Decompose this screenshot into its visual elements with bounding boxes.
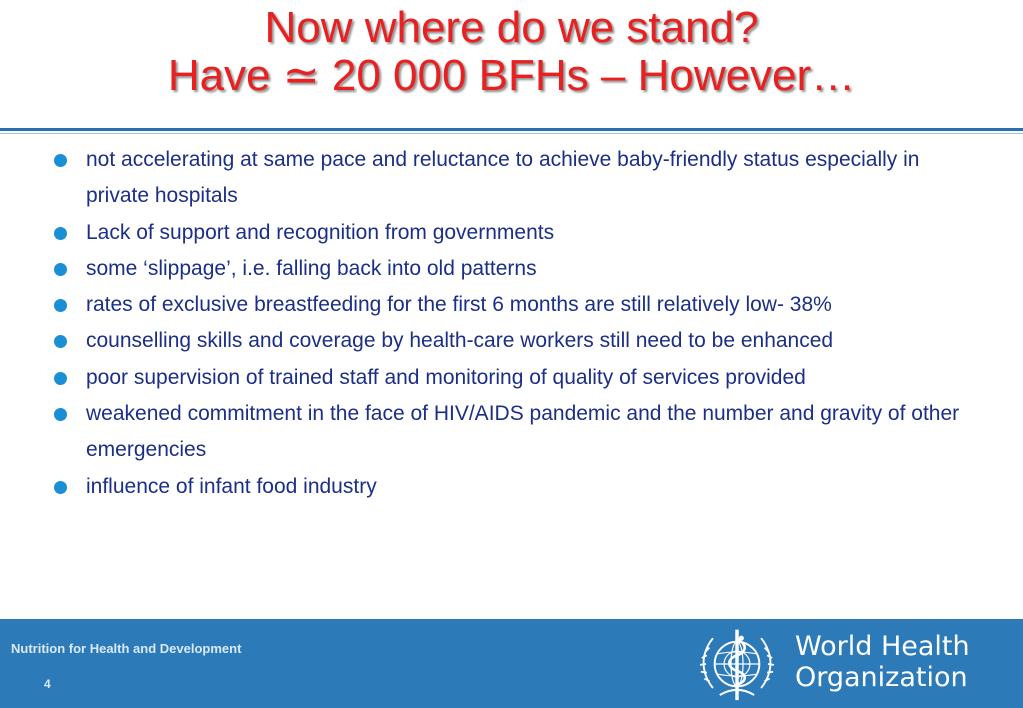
bullet-text: influence of infant food industry: [86, 474, 377, 498]
bullet-dot-icon: [54, 335, 67, 348]
bullet-item: [52, 287, 982, 323]
organization-name-line-2: Organization: [795, 662, 968, 693]
bullet-item: [52, 360, 982, 396]
bullet-dot-icon: [54, 408, 67, 421]
bullet-text: not accelerating at same pace and reluctance to achieve baby-friendly status especially in private hospitals: [86, 148, 920, 208]
bullet-text: some ‘slippage’, i.e. falling back into old patterns: [86, 256, 537, 280]
title-line-1: Now where do we stand?: [264, 3, 759, 52]
bullet-dot-icon: [54, 372, 67, 385]
bullet-item: [52, 323, 982, 359]
bullet-text: rates of exclusive breastfeeding for the first 6 months are still relatively low- 38%: [86, 293, 832, 317]
bullet-item: [52, 142, 982, 215]
title-divider: [0, 128, 1023, 131]
title-line-2: Have ≃ 20 000 BFHs – However…: [167, 51, 856, 100]
organization-name: [795, 631, 970, 693]
bullet-text: weakened commitment in the face of HIV/AIDS pandemic and the number and gravity of other emergencies: [86, 402, 960, 462]
bullet-item: [52, 251, 982, 287]
footer-label: Nutrition for Health and Development: [11, 641, 242, 656]
bullet-dot-icon: [54, 263, 67, 276]
bullet-dot-icon: [54, 481, 67, 494]
bullet-list: [52, 142, 982, 505]
bullet-dot-icon: [54, 154, 67, 167]
bullet-text: Lack of support and recognition from governments: [86, 220, 555, 244]
who-emblem-icon: [694, 621, 780, 707]
bullet-text: poor supervision of trained staff and monitoring of quality of services provided: [86, 365, 806, 389]
bullet-item: [52, 396, 982, 469]
bullet-item: [52, 469, 982, 505]
bullet-dot-icon: [54, 227, 67, 240]
footer-bar: [0, 619, 1023, 708]
organization-name-line-1: World Health: [795, 631, 970, 662]
slide-title: [0, 4, 1023, 100]
bullet-dot-icon: [54, 299, 67, 312]
title-divider-light: [0, 133, 1023, 134]
bullet-text: counselling skills and coverage by health-care workers still need to be enhanced: [86, 329, 834, 353]
bullet-item: [52, 215, 982, 251]
page-number: 4: [44, 677, 51, 691]
